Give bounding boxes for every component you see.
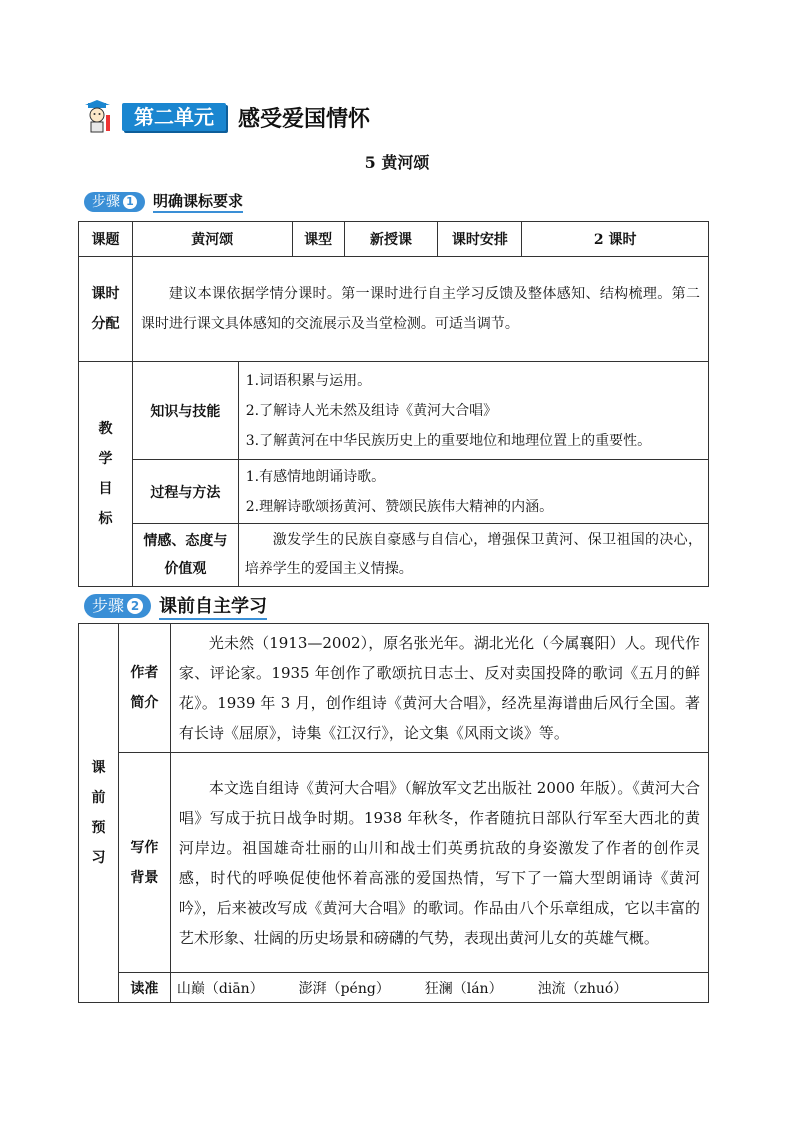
table-row [79, 257, 709, 362]
cell-process-items [238, 460, 708, 524]
cell-allocation-text: 建议本课依据学情分课时。第一课时进行自主学习反馈及整体感知、结构梳理。第二课时进行课文具体感知的交流展示及当堂检测。可适当调节。 [132, 257, 708, 362]
unit-badge: 第二单元 [122, 103, 226, 131]
table-row [79, 222, 709, 257]
cell-type-value: 新授课 [344, 222, 438, 257]
allocation-label-1: 课时 [91, 286, 120, 302]
step-2-title: 课前自主学习 [159, 592, 267, 620]
table-row [79, 624, 709, 753]
reading-item: 澎湃（péng） [298, 980, 390, 997]
list-item: 2.了解诗人光未然及组诗《黄河大合唱》 [245, 402, 498, 419]
preview-label-char: 预 [91, 820, 106, 836]
goals-label-char: 学 [98, 451, 113, 467]
step-2-badge [84, 594, 151, 618]
list-item: 1.有感情地朗诵诗歌。 [245, 468, 386, 485]
cell-reading-items [170, 973, 708, 1003]
background-label-1: 写作 [130, 839, 159, 856]
cell-emotion-label [132, 524, 238, 587]
goals-label-char: 标 [98, 511, 113, 527]
cell-topic-value: 黄河颂 [132, 222, 292, 257]
preview-label-char: 前 [91, 790, 106, 806]
background-label-2: 背景 [130, 869, 159, 886]
cell-allocation-label [79, 257, 133, 362]
lesson-title: 5 黄河颂 [364, 153, 430, 172]
step-2-number: 2 [127, 598, 143, 614]
table-row [79, 362, 709, 460]
reading-item: 山巅（diān） [176, 980, 264, 997]
goals-label-char: 目 [98, 481, 113, 497]
cell-reading-label: 读准 [118, 973, 170, 1003]
cell-emotion-text: 激发学生的民族自豪感与自信心，增强保卫黄河、保卫祖国的决心，培养学生的爱国主义情操。 [238, 524, 708, 587]
preview-label-char: 习 [91, 850, 106, 866]
cell-schedule-value: 2 课时 [522, 222, 709, 257]
emotion-label-2: 价值观 [164, 561, 207, 577]
cell-process-label: 过程与方法 [132, 460, 238, 524]
list-item: 3.了解黄河在中华民族历史上的重要地位和地理位置上的重要性。 [245, 432, 652, 449]
list-item: 2.理解诗歌颂扬黄河、赞颂民族伟大精神的内涵。 [245, 498, 554, 515]
cell-knowledge-items [238, 362, 708, 460]
step-2-badge-text: 步骤 [92, 596, 125, 615]
preview-label-char: 课 [91, 760, 106, 776]
allocation-label-2: 分配 [91, 316, 120, 332]
step-1-badge-text: 步骤 [92, 193, 120, 210]
curriculum-table [78, 221, 709, 587]
goals-label-char: 教 [98, 421, 113, 437]
cell-author-text: 光未然（1913—2002），原名张光年。湖北光化（今属襄阳）人。现代作家、评论家。1935 年创作了歌颂抗日志士、反对卖国投降的歌词《五月的鲜花》。1939 年 3 月，创作组诗《黄河大合唱》，经冼星海谱曲后风行全国。著有长诗《屈原》，诗集《江汉行》，论文集《风雨文谈》等。 [170, 624, 708, 753]
cell-schedule-label: 课时安排 [438, 222, 522, 257]
cell-knowledge-label: 知识与技能 [132, 362, 238, 460]
cell-preview-label [79, 624, 119, 1003]
step-1-header [84, 190, 243, 213]
step-1-title: 明确课标要求 [153, 190, 243, 213]
reading-item: 狂澜（lán） [424, 980, 503, 997]
preview-table [78, 623, 709, 1003]
unit-header [80, 100, 370, 134]
step-2-header [84, 592, 267, 620]
cell-goals-label [79, 362, 133, 587]
table-row [79, 460, 709, 524]
author-label-1: 作者 [130, 665, 159, 681]
table-row [79, 524, 709, 587]
emotion-label-1: 情感、态度与 [143, 533, 228, 549]
table-row [79, 753, 709, 973]
mascot-icon [80, 99, 118, 135]
unit-title: 感受爱国情怀 [238, 106, 371, 132]
reading-item: 浊流（zhuó） [537, 980, 628, 997]
table-row [79, 973, 709, 1003]
cell-background-label [118, 753, 170, 973]
cell-background-text: 本文选自组诗《黄河大合唱》（解放军文艺出版社 2000 年版）。《黄河大合唱》写成于抗日战争时期。1938 年秋冬，作者随抗日部队行军至大西北的黄河岸边。祖国雄奇壮丽的山川和战士们英勇抗敌的身姿激发了作者的创作灵感，时代的呼唤促使他怀着高涨的爱国热情，写下了一篇大型朗诵诗《黄河吟》，后来被改写成《黄河大合唱》的歌词。作品由八个乐章组成，它以丰富的艺术形象、壮阔的历史场景和磅礴的气势，表现出黄河儿女的英雄气概。 [170, 753, 708, 973]
cell-topic-label: 课题 [79, 222, 133, 257]
cell-type-label: 课型 [292, 222, 344, 257]
author-label-2: 简介 [130, 695, 159, 711]
step-1-number: 1 [123, 195, 137, 209]
list-item: 1.词语积累与运用。 [245, 372, 372, 389]
step-1-badge [84, 192, 145, 212]
cell-author-label [118, 624, 170, 753]
